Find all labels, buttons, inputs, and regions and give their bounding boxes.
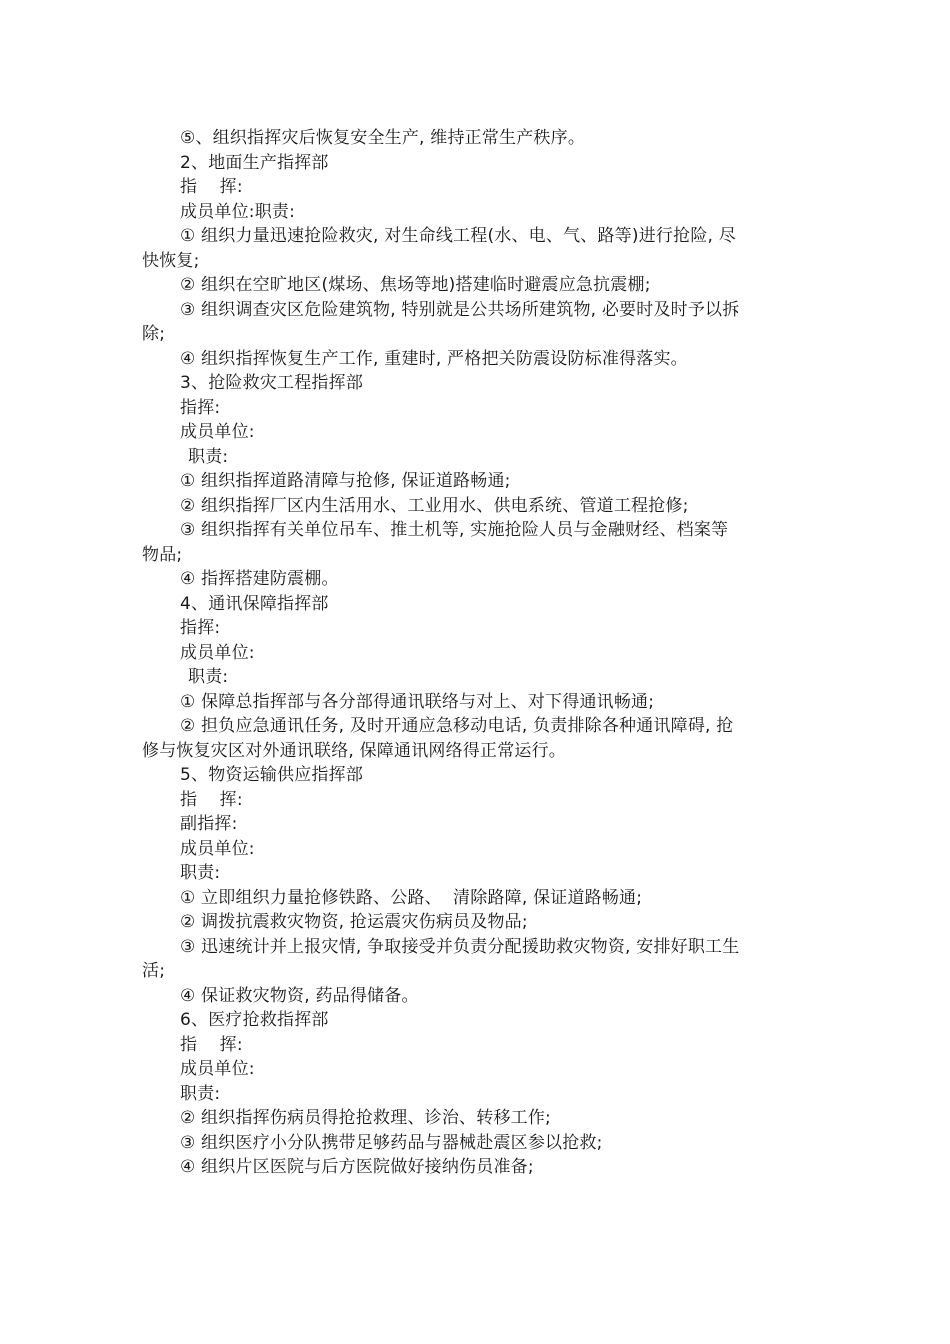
text-line: ① 组织指挥道路清障与抢修, 保证道路畅通; (180, 471, 511, 491)
text-line: ③ 组织指挥有关单位吊车、推土机等, 实施抢险人员与金融财经、档案等 (180, 520, 729, 540)
text-line: ④ 保证救灾物资, 药品得储备。 (180, 985, 419, 1006)
text-line: 4、通讯保障指挥部 (180, 593, 329, 614)
text-line: 指 挥: (180, 177, 243, 197)
text-line: ② 担负应急通讯任务, 及时开通应急移动电话, 负责排除各种通讯障碍, 抢 (180, 716, 734, 736)
text-line: ① 保障总指挥部与各分部得通讯联络与对上、对下得通讯畅通; (180, 691, 655, 712)
text-line: 修与恢复灾区对外通讯联络, 保障通讯网络得正常运行。 (142, 740, 567, 761)
text-line: 成员单位: (180, 422, 255, 442)
text-line: ④ 指挥搭建防震棚。 (180, 569, 339, 589)
text-line: ① 组织力量迅速抢险救灾, 对生命线工程(水、电、气、路等)进行抢险, 尽 (180, 226, 736, 246)
text-line: ③ 组织医疗小分队携带足够药品与器械赴震区参以抢救; (180, 1132, 603, 1153)
text-line: ② 组织指挥厂区内生活用水、工业用水、供电系统、管道工程抢修; (180, 495, 689, 516)
text-line: 2、地面生产指挥部 (180, 152, 329, 173)
text-line: ③ 组织调查灾区危险建筑物, 特别就是公共场所建筑物, 必要时及时予以拆 (180, 299, 740, 320)
text-line: 成员单位:职责: (180, 201, 296, 222)
text-line: 快恢复; (142, 250, 200, 271)
text-line: 职责: (180, 1083, 221, 1104)
text-line: 副指挥: (180, 814, 238, 834)
text-line: 成员单位: (180, 1059, 255, 1079)
text-line: 5、物资运输供应指挥部 (180, 765, 364, 785)
text-line: 指挥: (180, 618, 221, 638)
text-line: ⑤、组织指挥灾后恢复安全生产, 维持正常生产秩序。 (180, 128, 586, 148)
text-line: 3、抢险救灾工程指挥部 (180, 373, 364, 393)
text-line: ④ 组织片区医院与后方医院做好接纳伤员准备; (180, 1157, 534, 1177)
text-line: 除; (142, 324, 166, 344)
text-line: 指 挥: (180, 789, 243, 810)
text-line: ④ 组织指挥恢复生产工作, 重建时, 严格把关防震设防标准得落实。 (180, 348, 688, 369)
text-line: 指挥: (180, 397, 221, 418)
text-line: 成员单位: (180, 642, 255, 663)
text-line: 物品; (142, 544, 183, 565)
text-line: ② 组织在空旷地区(煤场、焦场等地)搭建临时避震应急抗震棚; (180, 275, 651, 295)
document-body (142, 126, 808, 1180)
text-line: 6、医疗抢救指挥部 (180, 1010, 329, 1030)
text-line: 活; (142, 961, 166, 981)
text-line: ② 组织指挥伤病员得抢抢救理、诊治、转移工作; (180, 1108, 551, 1128)
text-line: ① 立即组织力量抢修铁路、公路、 清除路障, 保证道路畅通; (180, 887, 643, 908)
text-line: 职责: (188, 446, 229, 467)
text-line: 成员单位: (180, 838, 255, 859)
text-line: 职责: (188, 667, 229, 687)
text-line: ③ 迅速统计并上报灾情, 争取接受并负责分配援助救灾物资, 安排好职工生 (180, 936, 740, 957)
text-line: ② 调拨抗震救灾物资, 抢运震灾伤病员及物品; (180, 912, 528, 932)
text-line: 职责: (180, 863, 221, 883)
text-line: 指 挥: (180, 1034, 243, 1055)
